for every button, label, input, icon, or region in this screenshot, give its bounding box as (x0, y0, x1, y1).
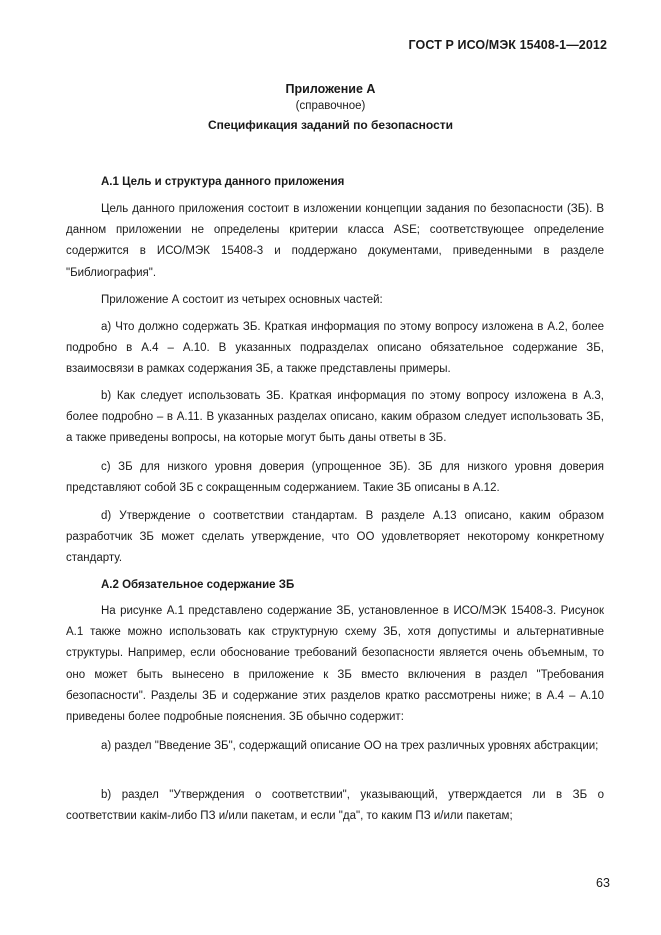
section-a2-heading: А.2 Обязательное содержание ЗБ (101, 579, 295, 591)
appendix-subtitle: (справочное) (295, 100, 366, 112)
page-number: 63 (596, 876, 610, 890)
paragraph-item-d: d) Утверждение о соответствии стандартам. В разделе А.13 описано, каким образом разработчик ЗБ может сделать утверждение, что ОО удовлетворяет некоторому конкретному стандарту. (66, 510, 604, 565)
paragraph-item-c: c) ЗБ для низкого уровня доверия (упрощенное ЗБ). ЗБ для низкого уровня доверия представляют собой ЗБ с сокращенным содержанием. Такие ЗБ описаны в А.12. (66, 461, 604, 495)
paragraph-item-a: a) раздел "Введение ЗБ", содержащий описание ОО на трех различных уровнях абстракции; (101, 740, 599, 752)
paragraph: Приложение А состоит из четырех основных частей: (101, 294, 383, 306)
paragraph-item-b: b) раздел "Утверждения о соответствии", указывающий, утверждается ли в ЗБ о соответствии какім-либо ПЗ и/или пакетам, и если "да", то каким ПЗ и/или пакетам; (66, 789, 604, 823)
paragraph-item-b: b) Как следует использовать ЗБ. Краткая информация по этому вопросу изложена в А.3, более подробно – в А.11. В указанных разделах описано, каким образом следует использовать ЗБ, а также приведены вопросы, на которые могут быть даны ответы в ЗБ. (66, 390, 604, 445)
appendix-title: Приложение А (285, 82, 376, 96)
section-a1-heading: А.1 Цель и структура данного приложения (101, 176, 345, 188)
appendix-name: Спецификация заданий по безопасности (207, 118, 454, 132)
paragraph-item-a: a) Что должно содержать ЗБ. Краткая информация по этому вопросу изложена в А.2, более подробно в А.4 – А.10. В указанных подразделах описано обязательное содержание ЗБ, взаимосвязи в рамках содержания ЗБ, а также представлены примеры. (66, 321, 604, 376)
paragraph: Цель данного приложения состоит в изложении концепции задания по безопасности (ЗБ). В данном приложении не определены критерии класса ASE; соответствующее определение содержится в ИСО/МЭК 15408-3 и поддержано документами, приведенными в разделе "Библиография". (66, 203, 604, 279)
paragraph: На рисунке А.1 представлено содержание ЗБ, установленное в ИСО/МЭК 15408-3. Рисунок А.1 также можно использовать как структурную схему ЗБ, хотя допустимы и альтернативные структуры. Например, если обоснование требований безопасности является очень объемным, то оно может быть вынесено в приложение к ЗБ вместо включения в раздел "Требования безопасности". Разделы ЗБ и содержание этих разделов кратко рассмотрены ниже; в А.4 – А.10 приведены более подробные пояснения. ЗБ обычно содержит: (66, 605, 604, 724)
document-code-header: ГОСТ Р ИСО/МЭК 15408-1—2012 (408, 38, 607, 52)
